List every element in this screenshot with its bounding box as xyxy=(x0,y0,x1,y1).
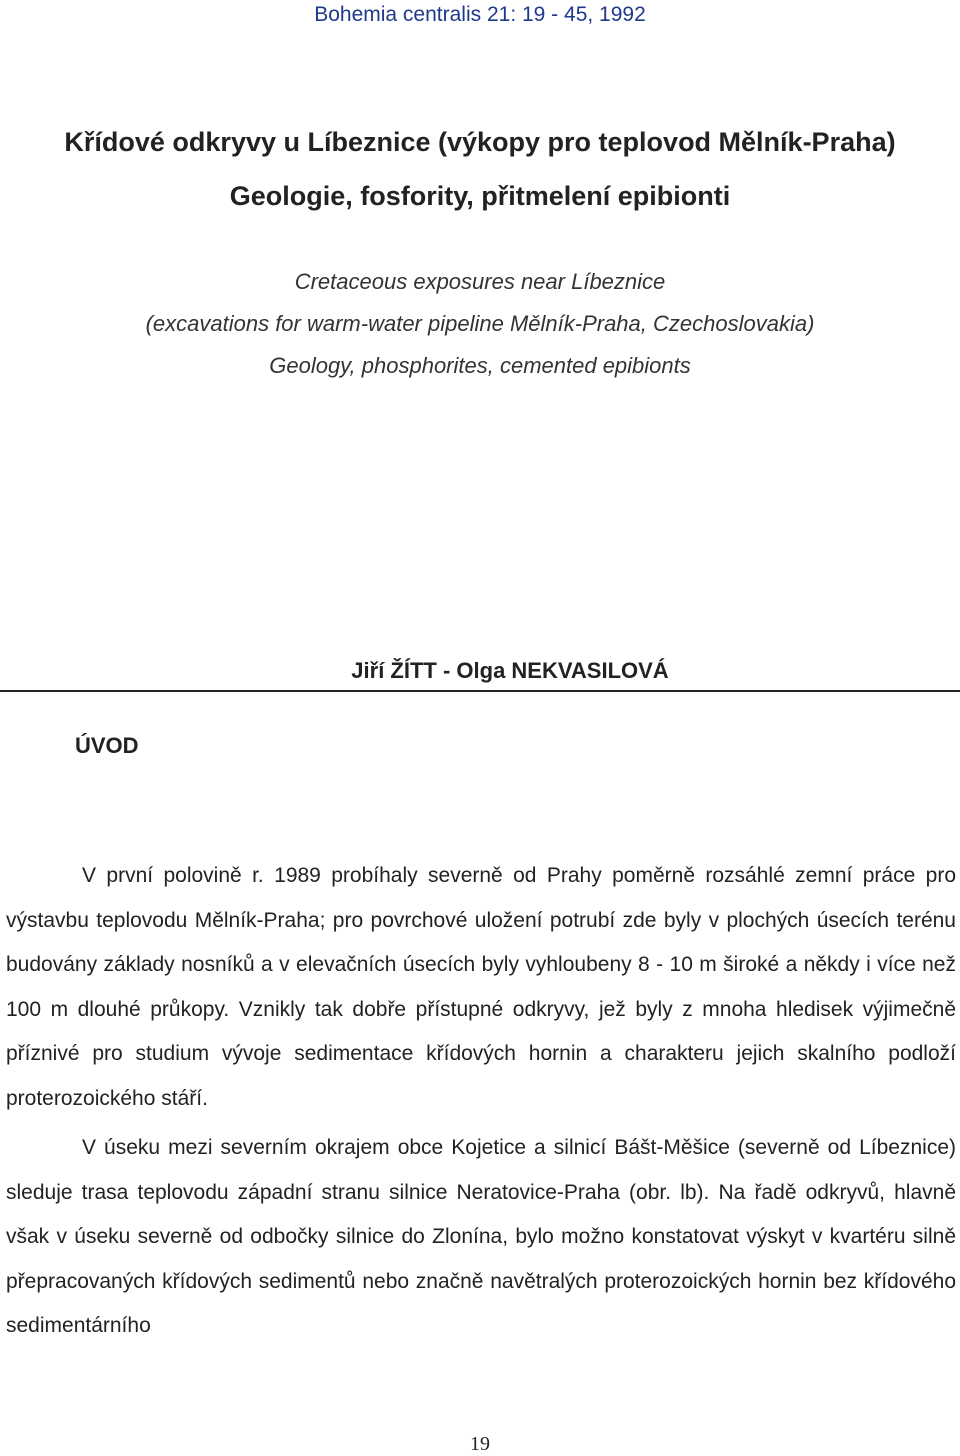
page-number: 19 xyxy=(470,1433,490,1455)
title-english-line-3: Geology, phosphorites, cemented epibionts xyxy=(269,353,691,378)
journal-citation: Bohemia centralis 21: 19 - 45, 1992 xyxy=(314,3,646,26)
authors: Jiří ŽÍTT - Olga NEKVASILOVÁ xyxy=(351,658,669,683)
title-english-line-2: (excavations for warm-water pipeline Mělník-Praha, Czechoslovakia) xyxy=(145,311,815,336)
title-czech-line-2: Geologie, fosfority, přitmelení epibionti xyxy=(229,181,731,211)
body-text xyxy=(6,854,956,1349)
title-czech-line-1: Křídové odkryvy u Líbeznice (výkopy pro teplovod Mělník-Praha) xyxy=(64,127,896,157)
section-heading: ÚVOD xyxy=(75,733,139,758)
author-divider xyxy=(0,690,960,692)
paragraph-1: V první polovině r. 1989 probíhaly severně od Prahy poměrně rozsáhlé zemní práce pro výstavbu teplovodu Mělník-Praha; pro povrchové uložení potrubí zde byly v plochých úsecích terénu budovány základy nosníků a v elevačních úsecích byly vyhloubeny 8 - 10 m široké a někdy i více než 100 m dlouhé průkopy. Vznikly tak dobře přístupné odkryvy, jež byly z mnoha hledisek výjimečně příznivé pro studium vývoje sedimentace křídových hornin a charakteru jejich skalního podloží proterozoického stáří. xyxy=(6,864,956,1110)
title-english-line-1: Cretaceous exposures near Líbeznice xyxy=(294,269,666,294)
paragraph-2: V úseku mezi severním okrajem obce Kojetice a silnicí Bášt-Měšice (severně od Líbeznice) sleduje trasa teplovodu západní stranu silnice Neratovice-Praha (obr. lb). Na řadě odkryvů, hlavně však v úseku severně od odbočky silnice do Zlonína, bylo možno konstatovat výskyt v kvartéru silně přepracovaných křídových sedimentů nebo značně navětralých proterozoických hornin bez křídového sedimentárního xyxy=(6,1136,956,1337)
